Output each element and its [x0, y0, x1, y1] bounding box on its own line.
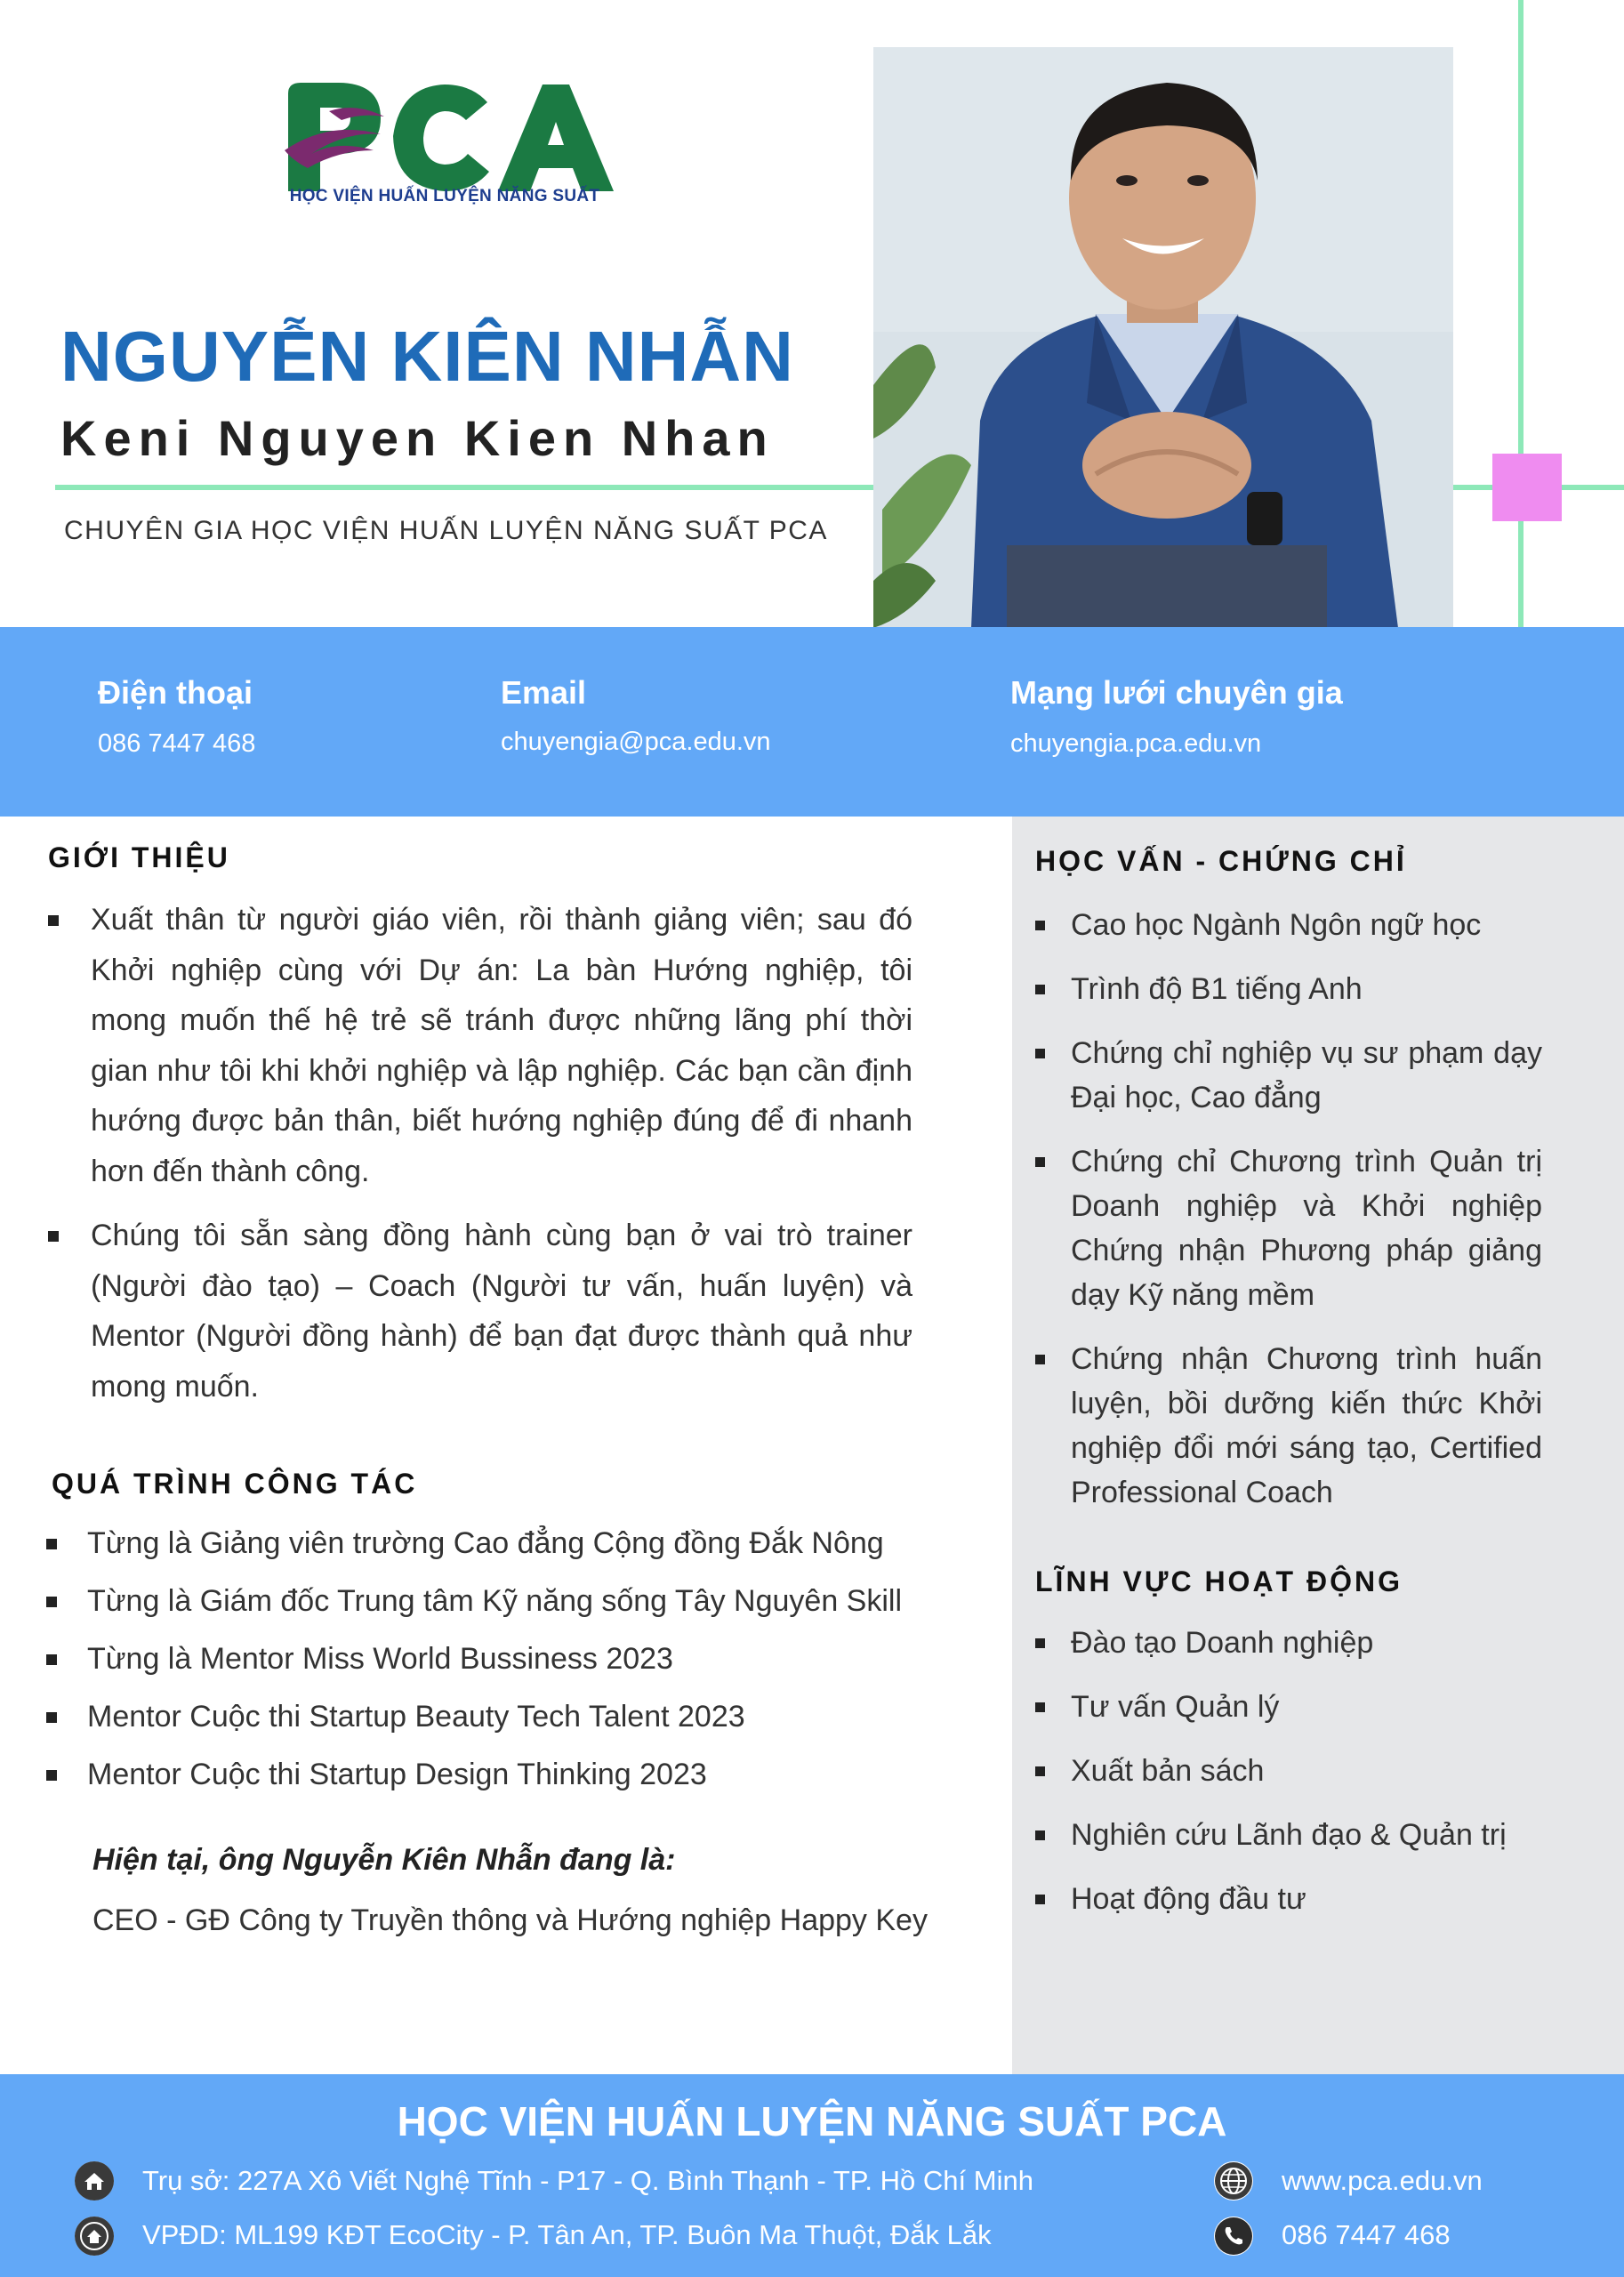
contact-band	[0, 627, 1624, 817]
work-item: Mentor Cuộc thi Startup Design Thinking 2023	[46, 1754, 980, 1795]
field-item: Nghiên cứu Lãnh đạo & Quản trị	[1035, 1813, 1542, 1857]
intro-heading: GIỚI THIỆU	[48, 841, 230, 873]
education-heading: HỌC VẤN - CHỨNG CHỈ	[1035, 845, 1407, 877]
phone-value[interactable]: 086 7447 468	[98, 729, 256, 758]
phone-label: Điện thoại	[98, 674, 253, 711]
name-vietnamese: NGUYỄN KIÊN NHẪN	[60, 317, 794, 396]
fields-list	[1035, 1621, 1542, 1941]
footer-address-office: VPĐD: ML199 KĐT EcoCity - P. Tân An, TP. Buôn Ma Thuột, Đắk Lắk	[142, 2219, 992, 2250]
work-list	[46, 1523, 980, 1812]
decor-line-vertical	[1518, 0, 1524, 627]
education-list	[1035, 903, 1542, 1534]
home-alt-icon	[75, 2217, 114, 2256]
education-item: Chứng nhận Chương trình huấn luyện, bồi dưỡng kiến thức Khởi nghiệp đổi mới sáng tạo, Certified Professional Coach	[1035, 1337, 1542, 1515]
education-item: Trình độ B1 tiếng Anh	[1035, 967, 1542, 1011]
intro-list	[48, 895, 912, 1426]
logo-tagline: HỌC VIỆN HUẤN LUYỆN NĂNG SUẤT	[289, 187, 600, 205]
pca-logo	[276, 62, 614, 213]
education-item: Chứng chỉ Chương trình Quản trị Doanh nghiệp và Khởi nghiệp Chứng nhận Phương pháp giảng dạy Kỹ năng mềm	[1035, 1139, 1542, 1317]
phone-icon	[1214, 2217, 1253, 2256]
network-link[interactable]: chuyengia.pca.edu.vn	[1010, 729, 1262, 758]
home-icon	[75, 2161, 114, 2201]
work-heading: QUÁ TRÌNH CÔNG TÁC	[52, 1468, 418, 1500]
footer-title: HỌC VIỆN HUẤN LUYỆN NĂNG SUẤT PCA	[397, 2098, 1227, 2144]
email-link[interactable]: chuyengia@pca.edu.vn	[501, 728, 771, 756]
name-english: Keni Nguyen Kien Nhan	[60, 410, 775, 466]
education-item: Cao học Ngành Ngôn ngữ học	[1035, 903, 1542, 947]
current-position-value: CEO - GĐ Công ty Truyền thông và Hướng nghiệp Happy Key	[92, 1903, 928, 1937]
decor-pink-square	[1492, 454, 1562, 521]
field-item: Tư vấn Quản lý	[1035, 1685, 1542, 1729]
current-position-label: Hiện tại, ông Nguyễn Kiên Nhẫn đang là:	[92, 1843, 676, 1877]
globe-icon	[1214, 2161, 1253, 2201]
work-item: Từng là Giảng viên trường Cao đẳng Cộng đồng Đắk Nông	[46, 1523, 980, 1564]
fields-heading: LĨNH VỰC HOẠT ĐỘNG	[1035, 1565, 1403, 1597]
portrait-photo	[873, 47, 1453, 628]
footer-phone[interactable]: 086 7447 468	[1282, 2219, 1451, 2250]
field-item: Hoạt động đầu tư	[1035, 1877, 1542, 1921]
work-item: Từng là Giám đốc Trung tâm Kỹ năng sống Tây Nguyên Skill	[46, 1581, 980, 1621]
decor-line-horizontal-left	[55, 485, 873, 490]
network-label: Mạng lưới chuyên gia	[1010, 674, 1343, 711]
field-item: Đào tạo Doanh nghiệp	[1035, 1621, 1542, 1665]
field-item: Xuất bản sách	[1035, 1749, 1542, 1793]
email-label: Email	[501, 674, 587, 711]
intro-item: Chúng tôi sẵn sàng đồng hành cùng bạn ở vai trò trainer (Người đào tạo) – Coach (Người tư vấn, huấn luyện) và Mentor (Người đồng hành) để bạn đạt được thành quả như mong muốn.	[48, 1211, 912, 1412]
education-item: Chứng chỉ nghiệp vụ sư phạm dạy Đại học, Cao đẳng	[1035, 1031, 1542, 1120]
footer-address-hq: Trụ sở: 227A Xô Viết Nghệ Tĩnh - P17 - Q. Bình Thạnh - TP. Hồ Chí Minh	[142, 2165, 1033, 2196]
intro-item: Xuất thân từ người giáo viên, rồi thành giảng viên; sau đó Khởi nghiệp cùng với Dự án: La bàn Hướng nghiệp, tôi mong muốn thế hệ trẻ sẽ tránh được những lãng phí thời gian như tôi khi khởi nghiệp và lập nghiệp. Các bạn cần định hướng được bản thân, biết hướng nghiệp đúng để đi nhanh hơn đến thành công.	[48, 895, 912, 1196]
role-title: CHUYÊN GIA HỌC VIỆN HUẤN LUYỆN NĂNG SUẤT PCA	[64, 516, 828, 545]
footer-website-link[interactable]: www.pca.edu.vn	[1282, 2165, 1483, 2196]
work-item: Mentor Cuộc thi Startup Beauty Tech Talent 2023	[46, 1696, 980, 1737]
work-item: Từng là Mentor Miss World Bussiness 2023	[46, 1638, 980, 1679]
